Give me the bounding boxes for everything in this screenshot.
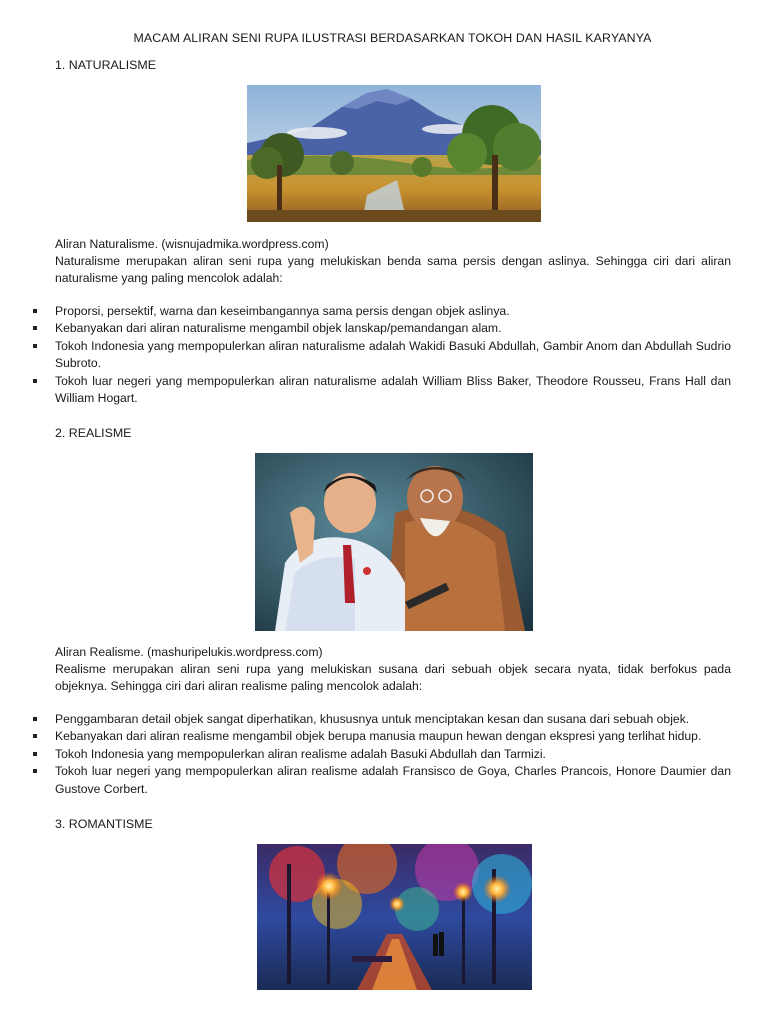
list-item: Penggambaran detail objek sangat diperhatikan, khususnya untuk menciptakan kesan dan susana dari sebuah objek. (55, 711, 731, 728)
list-item: Kebanyakan dari aliran naturalisme mengambil objek lanskap/pemandangan alam. (55, 320, 731, 337)
realism-text-block (55, 644, 731, 695)
naturalism-painting-image (247, 85, 541, 222)
realism-painting-image (255, 453, 533, 631)
realism-description: Realisme merupakan aliran seni rupa yang melukiskan susana dari sebuah objek secara nyata, tidak berfokus pada objeknya. Sehingga ciri dari aliran realisme paling mencolok adalah: (55, 662, 731, 693)
naturalism-image-caption: Aliran Naturalisme. (wisnujadmika.wordpress.com) (55, 237, 329, 251)
section-heading-naturalisme: 1. NATURALISME (55, 58, 156, 72)
list-item: Kebanyakan dari aliran realisme mengambil objek berupa manusia maupun hewan dengan ekspresi yang terlihat hidup. (55, 728, 731, 745)
list-item: Tokoh Indonesia yang mempopulerkan aliran naturalisme adalah Wakidi Basuki Abdullah, Gambir Anom dan Abdullah Sudrio Subroto. (55, 338, 731, 373)
section-heading-romantisme: 3. ROMANTISME (55, 817, 153, 831)
document-title: MACAM ALIRAN SENI RUPA ILUSTRASI BERDASARKAN TOKOH DAN HASIL KARYANYA (133, 31, 652, 45)
list-item: Tokoh Indonesia yang mempopulerkan aliran realisme adalah Basuki Abdullah dan Tarmizi. (55, 746, 731, 763)
list-item: Proporsi, persektif, warna dan keseimbangannya sama persis dengan objek aslinya. (55, 303, 731, 320)
section-heading-realisme: 2. REALISME (55, 426, 132, 440)
naturalism-text-block (55, 236, 731, 287)
realism-characteristics-list (55, 711, 731, 798)
list-item: Tokoh luar negeri yang mempopulerkan aliran realisme adalah Fransisco de Goya, Charles Prancois, Honore Daumier dan Gustove Corbert. (55, 763, 731, 798)
romanticism-painting-image (257, 844, 532, 990)
naturalism-characteristics-list (55, 303, 731, 407)
realism-image-caption: Aliran Realisme. (mashuripelukis.wordpress.com) (55, 645, 323, 659)
naturalism-description: Naturalisme merupakan aliran seni rupa yang melukiskan benda sama persis dengan aslinya. Sehingga ciri dari aliran naturalisme yang paling mencolok adalah: (55, 254, 731, 285)
list-item: Tokoh luar negeri yang mempopulerkan aliran naturalisme adalah William Bliss Baker, Theodore Rousseu, Frans Hall dan William Hogart. (55, 373, 731, 408)
